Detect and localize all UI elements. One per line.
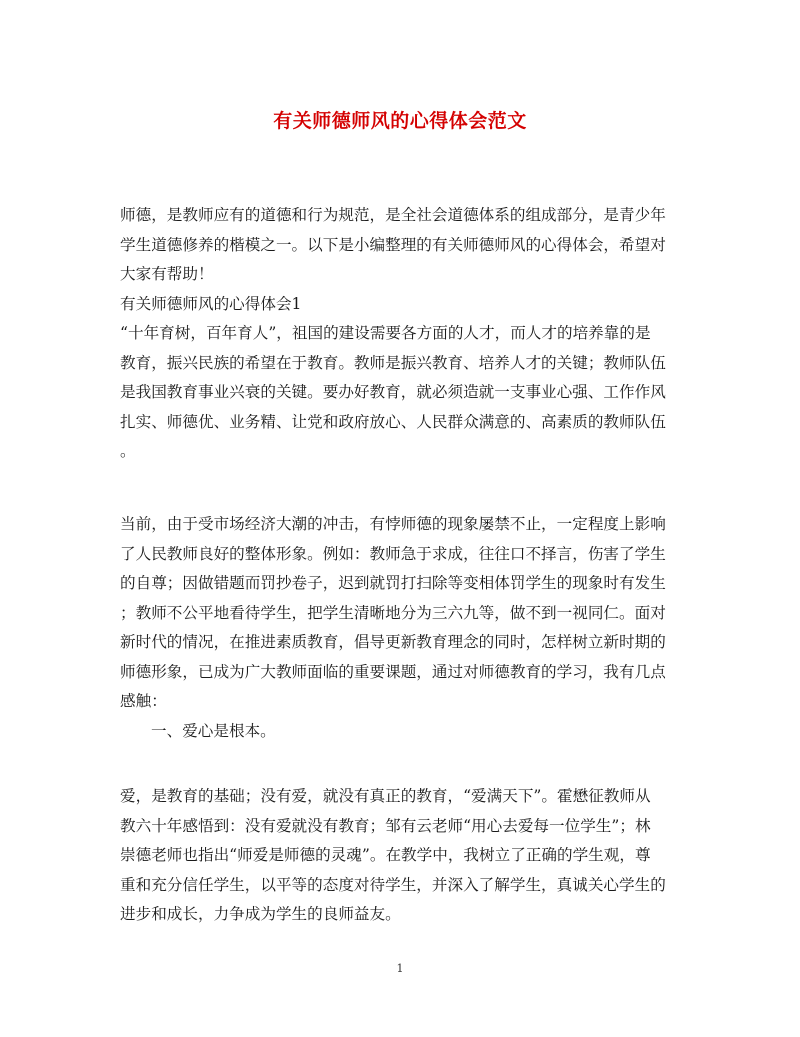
text-line: 进步和成长，力争成为学生的良师益友。 (120, 905, 401, 923)
text-line: ；教师不公平地看待学生，把学生清晰地分为三六九等，做不到一视同仁。面对 (120, 603, 666, 622)
text-line: 是我国教育事业兴衰的关键。要办好教育，就必须造就一支事业心强、工作作风 (120, 383, 666, 401)
text-line: 。 (120, 442, 136, 460)
paragraph-love (120, 782, 682, 930)
text-line: 学生道德修养的楷模之一。以下是小编整理的有关师德师风的心得体会，希望对 (120, 235, 666, 254)
text-line: 当前，由于受市场经济大潮的冲击，有悖师德的现象屡禁不止，一定程度上影响 (120, 515, 666, 533)
text-line: 的自尊；因做错题而罚抄卷子，迟到就罚打扫除等变相体罚学生的现象时有发生 (120, 574, 666, 592)
text-line: 教育，振兴民族的希望在于教育。教师是振兴教育、培养人才的关键；教师队伍 (120, 353, 666, 372)
text-line: 感触： (120, 692, 167, 710)
text-line: 扎实、师德优、业务精、让党和政府放心、人民群众满意的、高素质的教师队伍 (120, 412, 666, 431)
text-line: 崇德老师也指出“师爱是师德的灵魂”。在教学中，我树立了正确的学生观，尊 (120, 846, 651, 864)
text-line: 教六十年感悟到：没有爱就没有教育；邹有云老师“用心去爱每一位学生”；林 (120, 816, 651, 835)
text-line: 了人民教师良好的整体形象。例如：教师急于求成，往往口不择言，伤害了学生 (120, 544, 666, 563)
text-line: 新时代的情况，在推进素质教育，倡导更新教育理念的同时，怎样树立新时期的 (120, 633, 666, 651)
text-line: 师德，是教师应有的道德和行为规范，是全社会道德体系的组成部分，是青少年 (120, 206, 666, 224)
section-heading: 有关师德师风的心得体会1 (120, 294, 302, 313)
text-line: 爱，是教育的基础；没有爱，就没有真正的教育，“爱满天下”。霍懋征教师从 (120, 787, 651, 805)
text-line: 重和充分信任学生，以平等的态度对待学生，并深入了解学生，真诚关心学生的 (120, 875, 666, 894)
text-line: 师德形象，已成为广大教师面临的重要课题，通过对师德教育的学习，我有几点 (120, 662, 666, 681)
intro-paragraph (120, 201, 682, 467)
text-line: “十年育树，百年育人”，祖国的建设需要各方面的人才，而人才的培养靠的是 (120, 324, 651, 342)
paragraph-current-situation (120, 510, 682, 746)
text-line: 大家有帮助！ (120, 265, 214, 283)
subheading: 一、爱心是根本。 (151, 721, 276, 740)
document-title: 有关师德师风的心得体会范文 (273, 110, 527, 132)
page-number: 1 (396, 962, 404, 975)
